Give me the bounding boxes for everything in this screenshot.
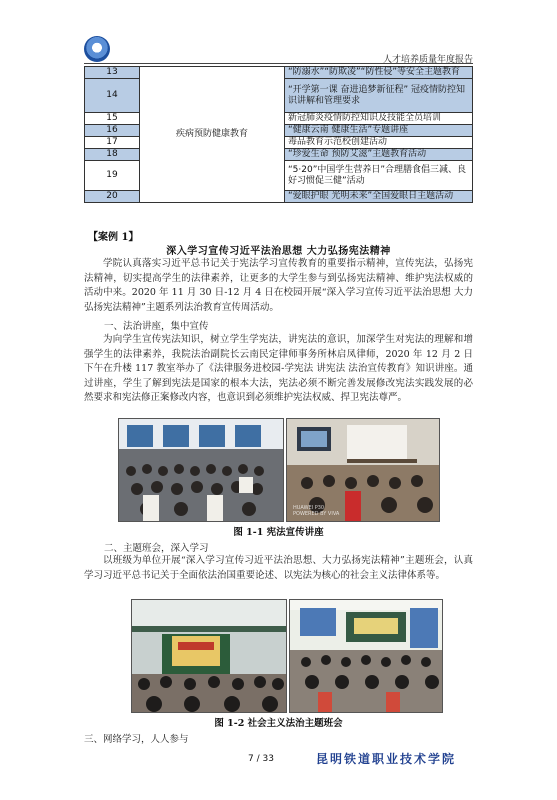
table-row	[85, 67, 473, 79]
row-number: 16	[85, 125, 140, 137]
row-number: 19	[85, 161, 140, 191]
row-number: 20	[85, 191, 140, 203]
photo-watermark: HUAWEI P30 POWERED BY VIVA	[293, 505, 340, 517]
class-meeting-photo-left	[131, 599, 287, 713]
report-header-title: 人才培养质量年度报告	[382, 55, 473, 65]
row-item: “5·20”中国学生营养日”合理膳食倡三减、良好习惯促三健”活动	[285, 161, 473, 191]
row-item: “珍爱生命 预防艾滋”主题教育活动	[285, 149, 473, 161]
row-item: “健康云南 健康生活”专题讲座	[285, 125, 473, 137]
section-1-heading: 一、法治讲座，集中宣传	[104, 321, 209, 332]
case-intro-paragraph: 学院认真落实习近平总书记关于宪法学习宣传教育的重要指示精神，宣传宪法，弘扬宪法精神，切实提高学生的法律素养，让更多的大学生参与到弘扬宪法精神、维护宪法权威的活动中来。2020 年 11 月 30 日-12 月 4 日在校园开展“深入学习宣传习近平法治思想 大力弘扬宪法精神”主题系列法治教育宣传周活动。	[84, 258, 473, 313]
lecture-photo-left	[118, 418, 284, 522]
case-title: 深入学习宣传习近平法治思想 大力弘扬宪法精神	[166, 246, 391, 257]
case-label: 【案例 1】	[88, 232, 139, 243]
school-logo	[84, 36, 110, 62]
row-item: 毒品教育示范校创建活动	[285, 137, 473, 149]
row-number: 13	[85, 67, 140, 79]
lecture-photo-right	[286, 418, 440, 522]
row-item: “爱眼护眼 光明未来”全国爱眼日主题活动	[285, 191, 473, 203]
row-item: 新冠肺炎疫情防控知识及技能全员培训	[285, 113, 473, 125]
header-divider	[84, 63, 473, 64]
section-2-heading: 二、主题班会，深入学习	[104, 543, 209, 554]
school-name-footer: 昆明铁道职业技术学院	[316, 752, 457, 766]
category-cell: 疾病预防健康教育	[140, 67, 285, 203]
section-1-paragraph: 为向学生宣传宪法知识，树立学生学宪法，讲宪法的意识，加深学生对宪法的理解和增强学生的法律素养，我院法治副院长云南民定律师事务所林启凤律师，2020 年 12 月 2 日下午在升楼 117 教室举办了《法律服务进校园-学宪法 讲宪法 法治宣传教育》知识讲座。通过讲座，学生了解到宪法是国家的根本大法，宪法必须不断完善发展修改宪法实践发展的必然要求和宪法修正案修改内容，也意识到必须维护宪法权威、捍卫宪法尊严。	[84, 334, 473, 403]
section-2-paragraph: 以班级为单位开展“深入学习宣传习近平法治思想、大力弘扬宪法精神”主题班会，认真学习习近平总书记关于全面依法治国重要论述、以宪法为核心的社会主义法律体系等。	[84, 555, 473, 581]
row-number: 18	[85, 149, 140, 161]
activity-table	[84, 66, 473, 203]
row-item: “防溺水”“防欺凌”“防性侵”等安全主题教育	[285, 67, 473, 79]
row-item: “开学第一课 奋进追梦新征程” 冠疫情防控知识讲解和管理要求	[285, 79, 473, 113]
figure-2-caption: 图 1-2 社会主义法治主题班会	[214, 718, 343, 729]
row-number: 14	[85, 79, 140, 113]
row-number: 15	[85, 113, 140, 125]
figure-1-caption: 图 1-1 宪法宣传讲座	[233, 527, 324, 538]
page-number: 7 / 33	[248, 754, 274, 764]
class-meeting-photo-right	[289, 599, 443, 713]
row-number: 17	[85, 137, 140, 149]
section-3-heading: 三、网络学习，人人参与	[84, 734, 189, 745]
